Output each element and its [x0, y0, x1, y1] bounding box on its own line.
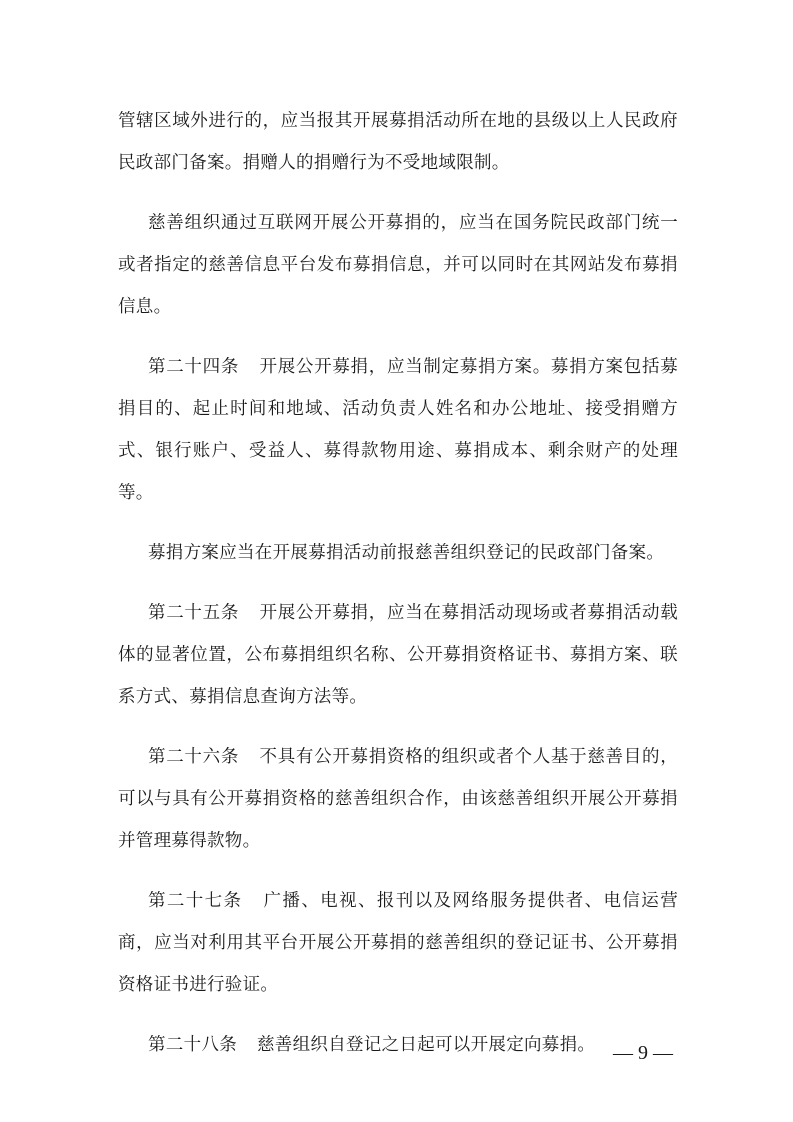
document-body [118, 100, 678, 1084]
paragraph-text: 广播、电视、报刊以及网络服务提供者、电信运营商，应当对利用其平台开展公开募捐的慈善组织的登记证书、公开募捐资格证书进行验证。 [118, 891, 678, 995]
paragraph-text: 募捐方案应当在开展募捐活动前报慈善组织登记的民政部门备案。 [148, 543, 665, 563]
paragraph-4 [118, 532, 678, 574]
article-28 [118, 1024, 678, 1066]
article-number: 第二十六条 [148, 747, 240, 767]
article-24 [118, 346, 678, 514]
page-number: — 9 — [613, 1042, 673, 1064]
article-number: 第二十四条 [148, 357, 240, 377]
article-number: 第二十八条 [148, 1035, 237, 1055]
paragraph-text: 开展公开募捐，应当制定募捐方案。募捐方案包括募捐目的、起止时间和地域、活动负责人姓名和办公地址、接受捐赠方式、银行账户、受益人、募得款物用途、募捐成本、剩余财产的处理等。 [118, 357, 678, 503]
article-number: 第二十五条 [148, 603, 240, 623]
paragraph-2 [118, 202, 678, 328]
article-27 [118, 880, 678, 1006]
paragraph-text: 慈善组织通过互联网开展公开募捐的，应当在国务院民政部门统一或者指定的慈善信息平台发布募捐信息，并可以同时在其网站发布募捐信息。 [118, 213, 678, 317]
article-26 [118, 736, 678, 862]
paragraph-text: 慈善组织自登记之日起可以开展定向募捐。 [257, 1035, 596, 1055]
article-25 [118, 592, 678, 718]
paragraph-text: 不具有公开募捐资格的组织或者个人基于慈善目的，可以与具有公开募捐资格的慈善组织合作，由该慈善组织开展公开募捐并管理募得款物。 [118, 747, 678, 851]
paragraph-1 [118, 100, 678, 184]
paragraph-text: 管辖区域外进行的，应当报其开展募捐活动所在地的县级以上人民政府民政部门备案。捐赠人的捐赠行为不受地域限制。 [118, 111, 678, 173]
paragraph-text: 开展公开募捐，应当在募捐活动现场或者募捐活动载体的显著位置，公布募捐组织名称、公开募捐资格证书、募捐方案、联系方式、募捐信息查询方法等。 [118, 603, 678, 707]
article-number: 第二十七条 [148, 891, 243, 911]
